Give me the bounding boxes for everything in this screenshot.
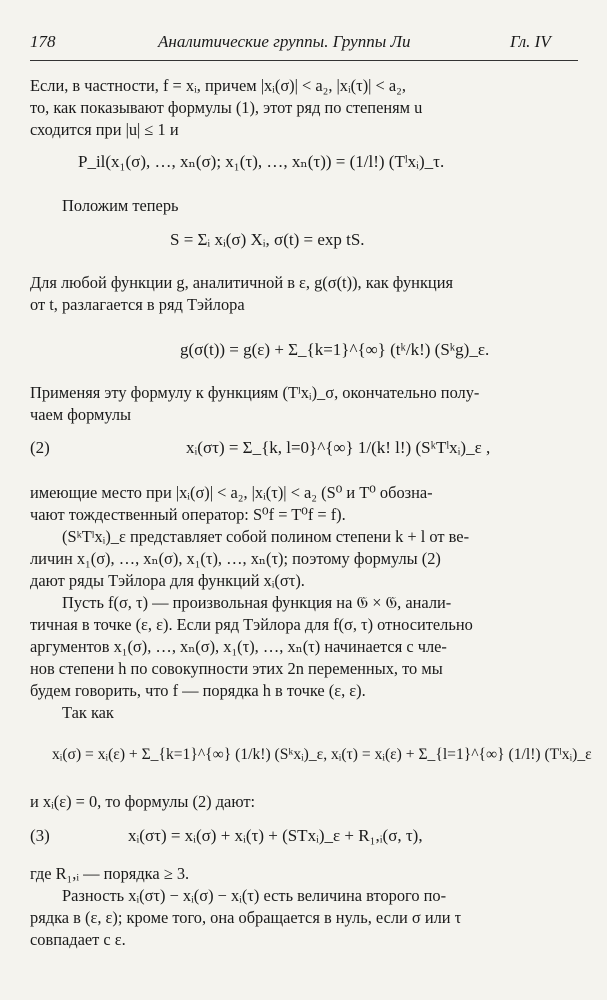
formula: S = Σᵢ xᵢ(σ) Xᵢ, σ(t) = exp tS.: [170, 230, 365, 249]
text-line: аргументов x₁(σ), …, xₙ(σ), x₁(τ), …, xₙ(τ) начинается с чле-: [30, 637, 447, 656]
text-line: сходится при |u| ≤ 1 и: [30, 120, 179, 139]
chapter-label: Гл. IV: [510, 32, 551, 51]
text-line: Так как: [62, 703, 114, 722]
text-line: имеющие место при |xᵢ(σ)| < a₂, |xᵢ(τ)| < a₂ (S⁰ и T⁰ обозна-: [30, 483, 433, 502]
text-line: чают тождественный оператор: S⁰f = T⁰f = f).: [30, 505, 346, 524]
text-line: Положим теперь: [62, 196, 179, 215]
text-line: Применяя эту формулу к функциям (Tˡxᵢ)_σ, окончательно полу-: [30, 383, 480, 402]
text-line: от t, разлагается в ряд Тэйлора: [30, 295, 245, 314]
formula: g(σ(t)) = g(ε) + Σ_{k=1}^{∞} (tᵏ/k!) (Sᵏg)_ε.: [180, 340, 490, 359]
text-line: совпадает с ε.: [30, 930, 126, 949]
text-line: дают ряды Тэйлора для функций xᵢ(στ).: [30, 571, 305, 590]
equation-label: (2): [30, 438, 50, 457]
text-line: Пусть f(σ, τ) — произвольная функция на 𝔊 × 𝔊, анали-: [62, 593, 452, 612]
text-line: рядка в (ε, ε); кроме того, она обращается в нуль, если σ или τ: [30, 908, 462, 927]
text-line: где R₁,ᵢ — порядка ≥ 3.: [30, 864, 190, 883]
text-line: тичная в точке (ε, ε). Если ряд Тэйлора для f(σ, τ) относительно: [30, 615, 473, 634]
text-line: будем говорить, что f — порядка h в точке (ε, ε).: [30, 681, 366, 700]
formula: xᵢ(στ) = xᵢ(σ) + xᵢ(τ) + (STxᵢ)_ε + R₁,ᵢ(σ, τ),: [128, 826, 423, 845]
equation-label: (3): [30, 826, 50, 845]
header-rule: [30, 60, 578, 61]
text-line: то, как показывают формулы (1), этот ряд по степеням u: [30, 98, 423, 117]
page-number: 178: [30, 32, 56, 51]
text-line: Для любой функции g, аналитичной в ε, g(σ(t)), как функция: [30, 273, 454, 292]
text-line: чаем формулы: [30, 405, 132, 424]
formula: xᵢ(σ) = xᵢ(ε) + Σ_{k=1}^{∞} (1/k!) (Sᵏxᵢ)_ε, xᵢ(τ) = xᵢ(ε) + Σ_{l=1}^{∞} (1/l!) (Tˡxᵢ)_ε: [52, 746, 592, 763]
text-line: и xᵢ(ε) = 0, то формулы (2) дают:: [30, 792, 256, 811]
text-line: нов степени h по совокупности этих 2n переменных, то мы: [30, 659, 443, 678]
formula: xᵢ(στ) = Σ_{k, l=0}^{∞} 1/(k! l!) (SᵏTˡxᵢ)_ε ,: [186, 438, 491, 457]
text-line: личин x₁(σ), …, xₙ(σ), x₁(τ), …, xₙ(τ); поэтому формулы (2): [30, 549, 441, 568]
text-line: Разность xᵢ(στ) − xᵢ(σ) − xᵢ(τ) есть величина второго по-: [62, 886, 447, 905]
formula: P_il(x₁(σ), …, xₙ(σ); x₁(τ), …, xₙ(τ)) = (1/l!) (Tˡxᵢ)_τ.: [78, 152, 445, 171]
text-line: (SᵏTˡxᵢ)_ε представляет собой полином степени k + l от ве-: [62, 527, 470, 546]
running-title: Аналитические группы. Группы Ли: [158, 32, 411, 51]
text-line: Если, в частности, f = xᵢ, причем |xᵢ(σ)| < a₂, |xᵢ(τ)| < a₂,: [30, 76, 406, 95]
